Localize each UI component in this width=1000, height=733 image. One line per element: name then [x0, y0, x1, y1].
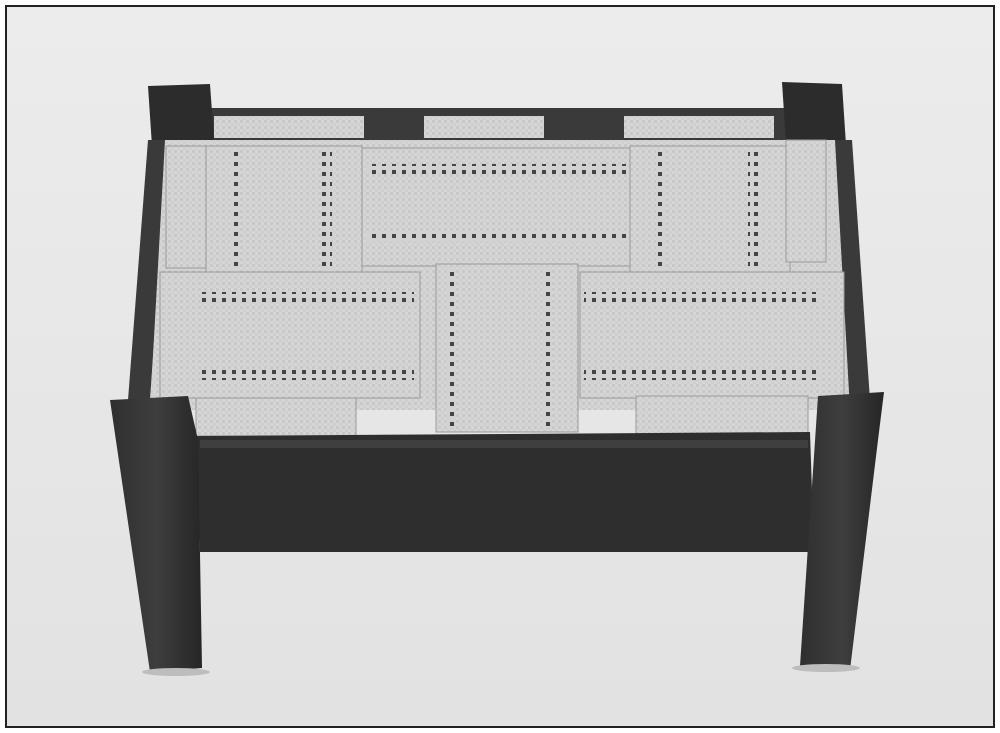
webbing-strip — [630, 146, 790, 280]
stitch-band — [584, 370, 820, 380]
webbing-strip — [436, 264, 578, 432]
floor-shadow — [142, 668, 210, 676]
stitch-band — [230, 150, 240, 276]
stitch-band — [366, 164, 626, 174]
stitch-band — [656, 150, 666, 276]
webbing-strip — [166, 146, 206, 268]
webbing-strip — [196, 398, 356, 436]
webbing-strip — [624, 116, 774, 138]
stitch-band — [366, 232, 626, 242]
webbing-strip — [636, 396, 808, 434]
apron-highlight — [200, 440, 808, 448]
floor-shadow — [792, 664, 860, 672]
back-left-post — [148, 84, 214, 146]
stitch-band — [446, 268, 456, 428]
webbing-strip — [424, 116, 544, 138]
stitch-band — [200, 292, 414, 302]
stitch-band — [748, 150, 758, 276]
webbing-strip — [206, 146, 362, 280]
stitch-band — [542, 268, 552, 428]
stitch-band — [200, 370, 414, 380]
stitch-band — [322, 150, 332, 276]
webbing-strip — [786, 140, 826, 262]
front-apron — [196, 432, 814, 552]
webbing-strip — [214, 116, 364, 138]
stitch-band — [584, 292, 820, 302]
back-right-post — [782, 82, 846, 145]
